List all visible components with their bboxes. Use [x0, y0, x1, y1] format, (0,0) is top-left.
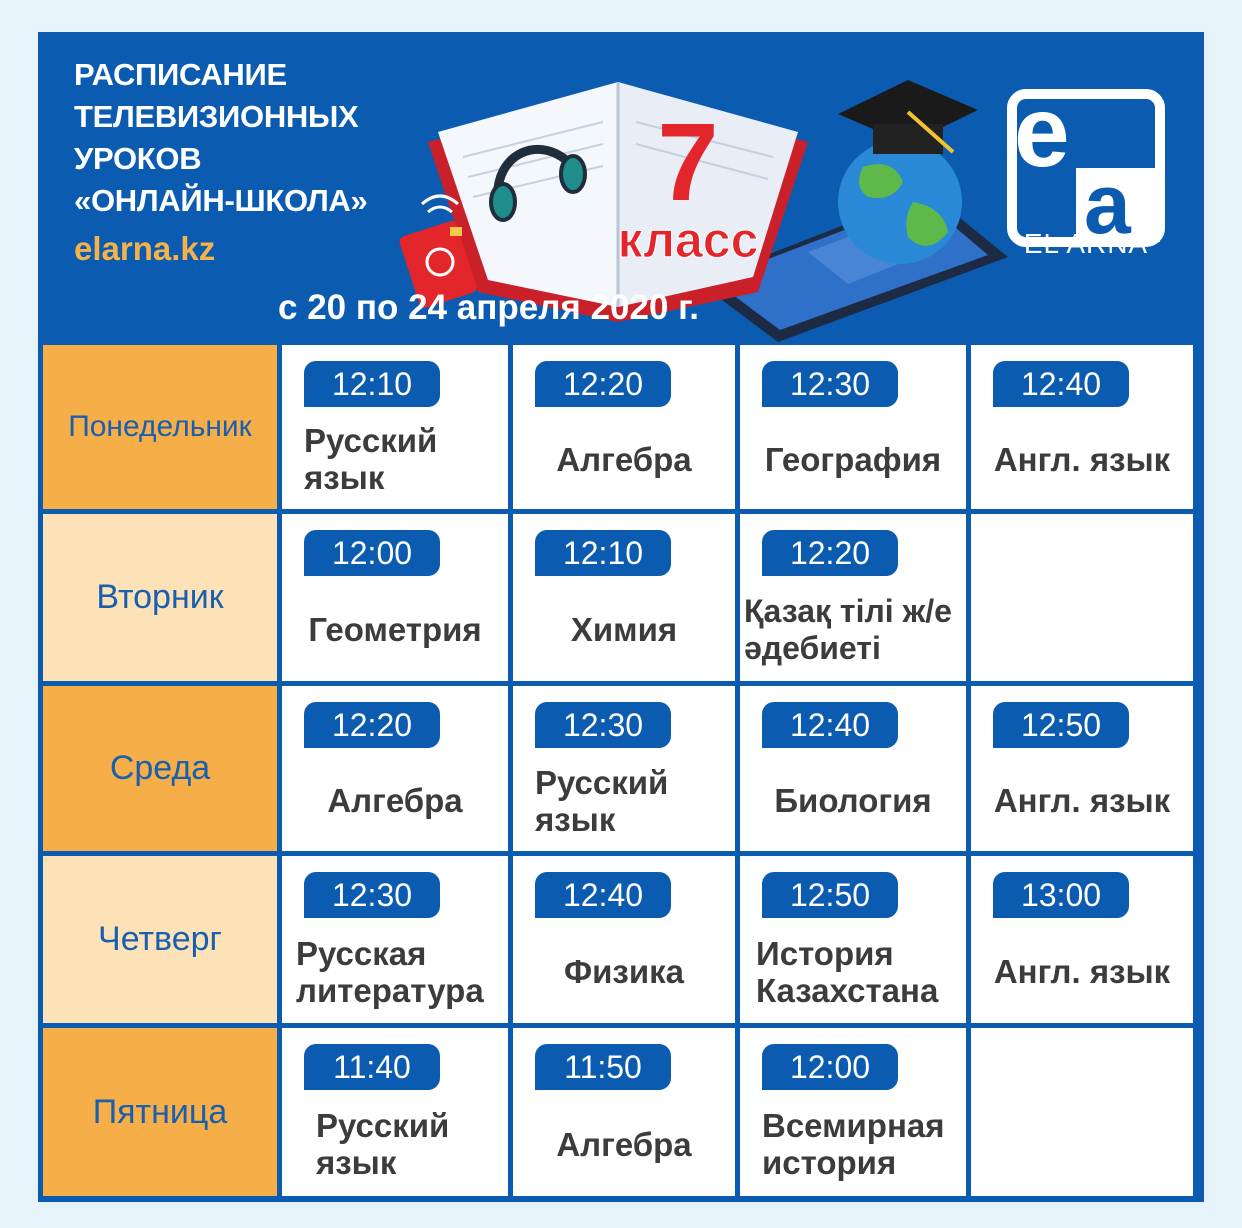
lesson-subject: Қазақ тілі ж/е әдебиеті: [744, 592, 952, 666]
day-monday: Понедельник: [43, 345, 277, 509]
lesson-time: 12:30: [304, 872, 440, 918]
lesson-time: 12:20: [762, 530, 898, 576]
lesson-cell: [971, 856, 1193, 1023]
lesson-subject: Англ. язык: [993, 782, 1171, 819]
lesson-time: 12:50: [762, 872, 898, 918]
lesson-subject: Всемирная история: [762, 1107, 945, 1181]
lesson-subject: Алгебра: [556, 440, 692, 478]
lesson-cell: [513, 514, 735, 681]
lesson-subject: Геометрия: [308, 611, 482, 648]
poster-title: РАСПИСАНИЕ ТЕЛЕВИЗИОННЫХ УРОКОВ «ОНЛАЙН-ШКОЛА»: [74, 57, 368, 218]
schedule-table: [43, 345, 1193, 1196]
lesson-cell: [971, 686, 1193, 851]
lesson-subject: Русский язык: [535, 763, 669, 838]
lesson-subject: Физика: [563, 953, 684, 990]
lesson-time: 12:10: [304, 361, 440, 407]
lesson-cell: [971, 345, 1193, 509]
schedule-poster: [38, 32, 1204, 1202]
lesson-time: 13:00: [993, 872, 1129, 918]
logo-letter-a: a: [1084, 157, 1131, 251]
lesson-subject: Биология: [774, 782, 932, 819]
grade-number: 7: [657, 101, 719, 224]
lesson-subject: История Казахстана: [756, 934, 939, 1009]
lesson-time: 12:30: [535, 702, 671, 748]
globe-icon: [838, 140, 962, 264]
lesson-subject: Русский язык: [316, 1107, 450, 1181]
lesson-cell: [513, 345, 735, 509]
empty-cell: [971, 1028, 1193, 1196]
lesson-subject: География: [764, 440, 942, 478]
day-wednesday: Среда: [43, 686, 277, 851]
lesson-time: 11:40: [304, 1044, 440, 1090]
lesson-time: 11:50: [535, 1044, 671, 1090]
open-book-icon: [428, 82, 808, 322]
grade-word: класс: [617, 212, 759, 268]
lesson-cell: [513, 1028, 735, 1196]
lesson-time: 12:40: [762, 702, 898, 748]
day-friday: Пятница: [43, 1028, 277, 1196]
lesson-time: 12:20: [535, 361, 671, 407]
lesson-time: 12:30: [762, 361, 898, 407]
lesson-subject: Англ. язык: [993, 440, 1171, 478]
website-link[interactable]: elarna.kz: [74, 230, 216, 267]
lesson-time: 12:40: [535, 872, 671, 918]
lesson-subject: Русская литература: [296, 934, 484, 1009]
logo-name: EL ARNA: [1023, 228, 1149, 259]
lesson-cell: [513, 856, 735, 1023]
lesson-cell: [513, 686, 735, 851]
lesson-subject: Алгебра: [556, 1125, 692, 1163]
lesson-cell: [282, 345, 508, 509]
lesson-cell: [282, 1028, 508, 1196]
lesson-subject: Химия: [570, 611, 678, 648]
empty-cell: [971, 514, 1193, 681]
lesson-cell: [282, 686, 508, 851]
lesson-cell: [740, 514, 966, 681]
lesson-cell: [740, 856, 966, 1023]
lesson-subject: Англ. язык: [993, 953, 1171, 990]
lesson-subject: Русский язык: [304, 422, 438, 496]
lesson-time: 12:50: [993, 702, 1129, 748]
lesson-time: 12:20: [304, 702, 440, 748]
lesson-cell: [740, 345, 966, 509]
lesson-time: 12:00: [304, 530, 440, 576]
lesson-time: 12:00: [762, 1044, 898, 1090]
day-thursday: Четверг: [43, 856, 277, 1023]
logo-letter-e: e: [1014, 76, 1070, 188]
lesson-time: 12:10: [535, 530, 671, 576]
day-tuesday: Вторник: [43, 514, 277, 681]
schedule-dates: с 20 по 24 апреля 2020 г.: [278, 288, 699, 327]
lesson-subject: Алгебра: [327, 782, 463, 819]
lesson-cell: [740, 1028, 966, 1196]
lesson-cell: [740, 686, 966, 851]
lesson-cell: [282, 514, 508, 681]
graduation-cap-icon: [838, 80, 978, 154]
poster-header: [38, 32, 1204, 342]
lesson-time: 12:40: [993, 361, 1129, 407]
lesson-cell: [282, 856, 508, 1023]
